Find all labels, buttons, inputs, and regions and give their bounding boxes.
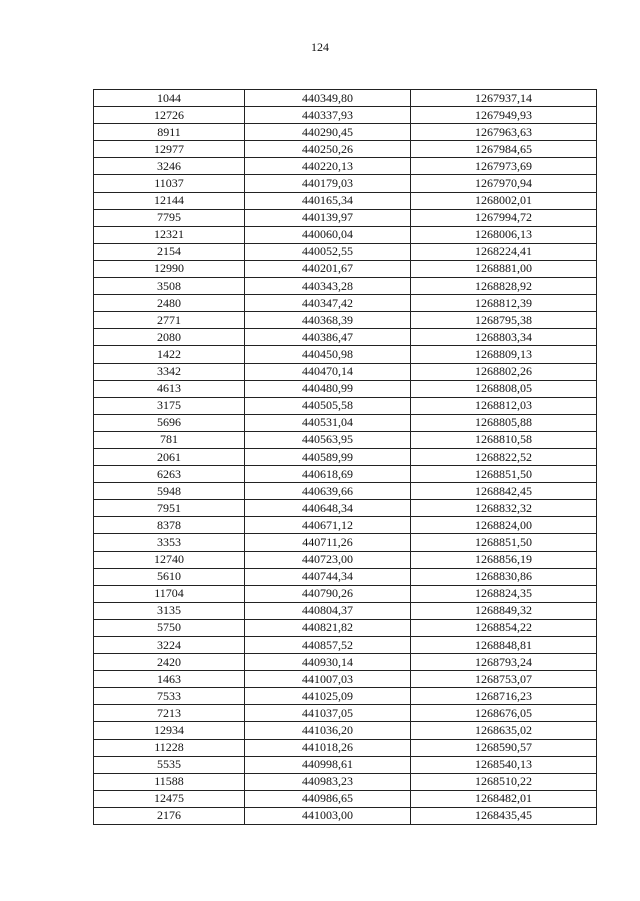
point-number-cell: 1044 (94, 90, 245, 107)
y-coordinate-cell: 1267937,14 (411, 90, 597, 107)
point-number-cell: 5696 (94, 414, 245, 431)
x-coordinate-cell: 441007,03 (245, 671, 411, 688)
y-coordinate-cell: 1268808,05 (411, 380, 597, 397)
y-coordinate-cell: 1268849,32 (411, 602, 597, 619)
y-coordinate-cell: 1268822,52 (411, 448, 597, 465)
point-number-cell: 12475 (94, 790, 245, 807)
y-coordinate-cell: 1268854,22 (411, 619, 597, 636)
table-row (94, 363, 597, 380)
point-number-cell: 5610 (94, 568, 245, 585)
x-coordinate-cell: 441037,05 (245, 705, 411, 722)
point-number-cell: 5750 (94, 619, 245, 636)
table-row (94, 226, 597, 243)
coordinates-table-container (93, 89, 596, 825)
point-number-cell: 7533 (94, 688, 245, 705)
x-coordinate-cell: 440060,04 (245, 226, 411, 243)
table-row (94, 192, 597, 209)
y-coordinate-cell: 1268881,00 (411, 260, 597, 277)
x-coordinate-cell: 440648,34 (245, 500, 411, 517)
table-row (94, 807, 597, 824)
point-number-cell: 3508 (94, 278, 245, 295)
point-number-cell: 3175 (94, 397, 245, 414)
y-coordinate-cell: 1268812,03 (411, 397, 597, 414)
x-coordinate-cell: 440505,58 (245, 397, 411, 414)
point-number-cell: 6263 (94, 466, 245, 483)
x-coordinate-cell: 440531,04 (245, 414, 411, 431)
table-row (94, 705, 597, 722)
table-row (94, 124, 597, 141)
point-number-cell: 5948 (94, 483, 245, 500)
point-number-cell: 781 (94, 431, 245, 448)
y-coordinate-cell: 1268851,50 (411, 534, 597, 551)
table-row (94, 671, 597, 688)
y-coordinate-cell: 1267984,65 (411, 141, 597, 158)
x-coordinate-cell: 440671,12 (245, 517, 411, 534)
point-number-cell: 12740 (94, 551, 245, 568)
point-number-cell: 3342 (94, 363, 245, 380)
y-coordinate-cell: 1268635,02 (411, 722, 597, 739)
x-coordinate-cell: 440220,13 (245, 158, 411, 175)
y-coordinate-cell: 1268805,88 (411, 414, 597, 431)
table-row (94, 756, 597, 773)
y-coordinate-cell: 1268848,81 (411, 637, 597, 654)
table-row (94, 585, 597, 602)
table-row (94, 90, 597, 107)
point-number-cell: 2480 (94, 295, 245, 312)
x-coordinate-cell: 440165,34 (245, 192, 411, 209)
point-number-cell: 4613 (94, 380, 245, 397)
y-coordinate-cell: 1267963,63 (411, 124, 597, 141)
table-row (94, 107, 597, 124)
point-number-cell: 2061 (94, 448, 245, 465)
y-coordinate-cell: 1267949,93 (411, 107, 597, 124)
x-coordinate-cell: 440201,67 (245, 260, 411, 277)
y-coordinate-cell: 1268590,57 (411, 739, 597, 756)
y-coordinate-cell: 1268812,39 (411, 295, 597, 312)
y-coordinate-cell: 1268851,50 (411, 466, 597, 483)
point-number-cell: 3353 (94, 534, 245, 551)
coordinates-table (93, 89, 597, 825)
table-row (94, 243, 597, 260)
point-number-cell: 11228 (94, 739, 245, 756)
y-coordinate-cell: 1268793,24 (411, 654, 597, 671)
y-coordinate-cell: 1268753,07 (411, 671, 597, 688)
x-coordinate-cell: 440349,80 (245, 90, 411, 107)
point-number-cell: 7213 (94, 705, 245, 722)
y-coordinate-cell: 1268002,01 (411, 192, 597, 209)
x-coordinate-cell: 440139,97 (245, 209, 411, 226)
point-number-cell: 3135 (94, 602, 245, 619)
y-coordinate-cell: 1268224,41 (411, 243, 597, 260)
table-row (94, 329, 597, 346)
table-row (94, 209, 597, 226)
table-row (94, 602, 597, 619)
y-coordinate-cell: 1268856,19 (411, 551, 597, 568)
point-number-cell: 12726 (94, 107, 245, 124)
table-row (94, 619, 597, 636)
x-coordinate-cell: 441003,00 (245, 807, 411, 824)
y-coordinate-cell: 1268832,32 (411, 500, 597, 517)
table-row (94, 431, 597, 448)
y-coordinate-cell: 1268810,58 (411, 431, 597, 448)
y-coordinate-cell: 1268842,45 (411, 483, 597, 500)
point-number-cell: 7795 (94, 209, 245, 226)
table-row (94, 175, 597, 192)
x-coordinate-cell: 440857,52 (245, 637, 411, 654)
table-row (94, 414, 597, 431)
table-row (94, 346, 597, 363)
y-coordinate-cell: 1268802,26 (411, 363, 597, 380)
x-coordinate-cell: 440337,93 (245, 107, 411, 124)
y-coordinate-cell: 1268510,22 (411, 773, 597, 790)
point-number-cell: 1422 (94, 346, 245, 363)
x-coordinate-cell: 440368,39 (245, 312, 411, 329)
x-coordinate-cell: 440983,23 (245, 773, 411, 790)
x-coordinate-cell: 440347,42 (245, 295, 411, 312)
point-number-cell: 12977 (94, 141, 245, 158)
table-row (94, 278, 597, 295)
table-row (94, 551, 597, 568)
x-coordinate-cell: 440480,99 (245, 380, 411, 397)
x-coordinate-cell: 440470,14 (245, 363, 411, 380)
x-coordinate-cell: 440930,14 (245, 654, 411, 671)
point-number-cell: 1463 (94, 671, 245, 688)
table-row (94, 397, 597, 414)
x-coordinate-cell: 441018,26 (245, 739, 411, 756)
x-coordinate-cell: 440821,82 (245, 619, 411, 636)
table-row (94, 722, 597, 739)
point-number-cell: 2176 (94, 807, 245, 824)
y-coordinate-cell: 1267970,94 (411, 175, 597, 192)
x-coordinate-cell: 441036,20 (245, 722, 411, 739)
y-coordinate-cell: 1268716,23 (411, 688, 597, 705)
point-number-cell: 12321 (94, 226, 245, 243)
point-number-cell: 12990 (94, 260, 245, 277)
y-coordinate-cell: 1268540,13 (411, 756, 597, 773)
point-number-cell: 2080 (94, 329, 245, 346)
y-coordinate-cell: 1268809,13 (411, 346, 597, 363)
y-coordinate-cell: 1268828,92 (411, 278, 597, 295)
point-number-cell: 12934 (94, 722, 245, 739)
point-number-cell: 3246 (94, 158, 245, 175)
point-number-cell: 3224 (94, 637, 245, 654)
table-row (94, 260, 597, 277)
x-coordinate-cell: 440343,28 (245, 278, 411, 295)
point-number-cell: 8911 (94, 124, 245, 141)
table-row (94, 380, 597, 397)
table-row (94, 158, 597, 175)
table-row (94, 790, 597, 807)
point-number-cell: 2420 (94, 654, 245, 671)
y-coordinate-cell: 1268006,13 (411, 226, 597, 243)
y-coordinate-cell: 1267994,72 (411, 209, 597, 226)
x-coordinate-cell: 440290,45 (245, 124, 411, 141)
point-number-cell: 11704 (94, 585, 245, 602)
y-coordinate-cell: 1268676,05 (411, 705, 597, 722)
y-coordinate-cell: 1268795,38 (411, 312, 597, 329)
coordinates-table-body (94, 90, 597, 825)
table-row (94, 500, 597, 517)
x-coordinate-cell: 440804,37 (245, 602, 411, 619)
point-number-cell: 5535 (94, 756, 245, 773)
table-row (94, 568, 597, 585)
x-coordinate-cell: 440744,34 (245, 568, 411, 585)
x-coordinate-cell: 440998,61 (245, 756, 411, 773)
point-number-cell: 12144 (94, 192, 245, 209)
point-number-cell: 7951 (94, 500, 245, 517)
y-coordinate-cell: 1267973,69 (411, 158, 597, 175)
point-number-cell: 8378 (94, 517, 245, 534)
y-coordinate-cell: 1268435,45 (411, 807, 597, 824)
y-coordinate-cell: 1268482,01 (411, 790, 597, 807)
page-number: 124 (311, 40, 329, 54)
table-row (94, 654, 597, 671)
x-coordinate-cell: 440450,98 (245, 346, 411, 363)
table-row (94, 637, 597, 654)
table-row (94, 466, 597, 483)
x-coordinate-cell: 440386,47 (245, 329, 411, 346)
x-coordinate-cell: 440986,65 (245, 790, 411, 807)
x-coordinate-cell: 440711,26 (245, 534, 411, 551)
table-row (94, 534, 597, 551)
table-row (94, 312, 597, 329)
x-coordinate-cell: 440052,55 (245, 243, 411, 260)
y-coordinate-cell: 1268803,34 (411, 329, 597, 346)
x-coordinate-cell: 440179,03 (245, 175, 411, 192)
table-row (94, 295, 597, 312)
table-row (94, 739, 597, 756)
x-coordinate-cell: 440723,00 (245, 551, 411, 568)
y-coordinate-cell: 1268824,00 (411, 517, 597, 534)
point-number-cell: 2771 (94, 312, 245, 329)
table-row (94, 448, 597, 465)
x-coordinate-cell: 440563,95 (245, 431, 411, 448)
x-coordinate-cell: 440790,26 (245, 585, 411, 602)
table-row (94, 688, 597, 705)
x-coordinate-cell: 440639,66 (245, 483, 411, 500)
point-number-cell: 11588 (94, 773, 245, 790)
y-coordinate-cell: 1268824,35 (411, 585, 597, 602)
point-number-cell: 11037 (94, 175, 245, 192)
x-coordinate-cell: 440589,99 (245, 448, 411, 465)
x-coordinate-cell: 440250,26 (245, 141, 411, 158)
table-row (94, 517, 597, 534)
x-coordinate-cell: 440618,69 (245, 466, 411, 483)
y-coordinate-cell: 1268830,86 (411, 568, 597, 585)
table-row (94, 773, 597, 790)
table-row (94, 483, 597, 500)
point-number-cell: 2154 (94, 243, 245, 260)
x-coordinate-cell: 441025,09 (245, 688, 411, 705)
table-row (94, 141, 597, 158)
